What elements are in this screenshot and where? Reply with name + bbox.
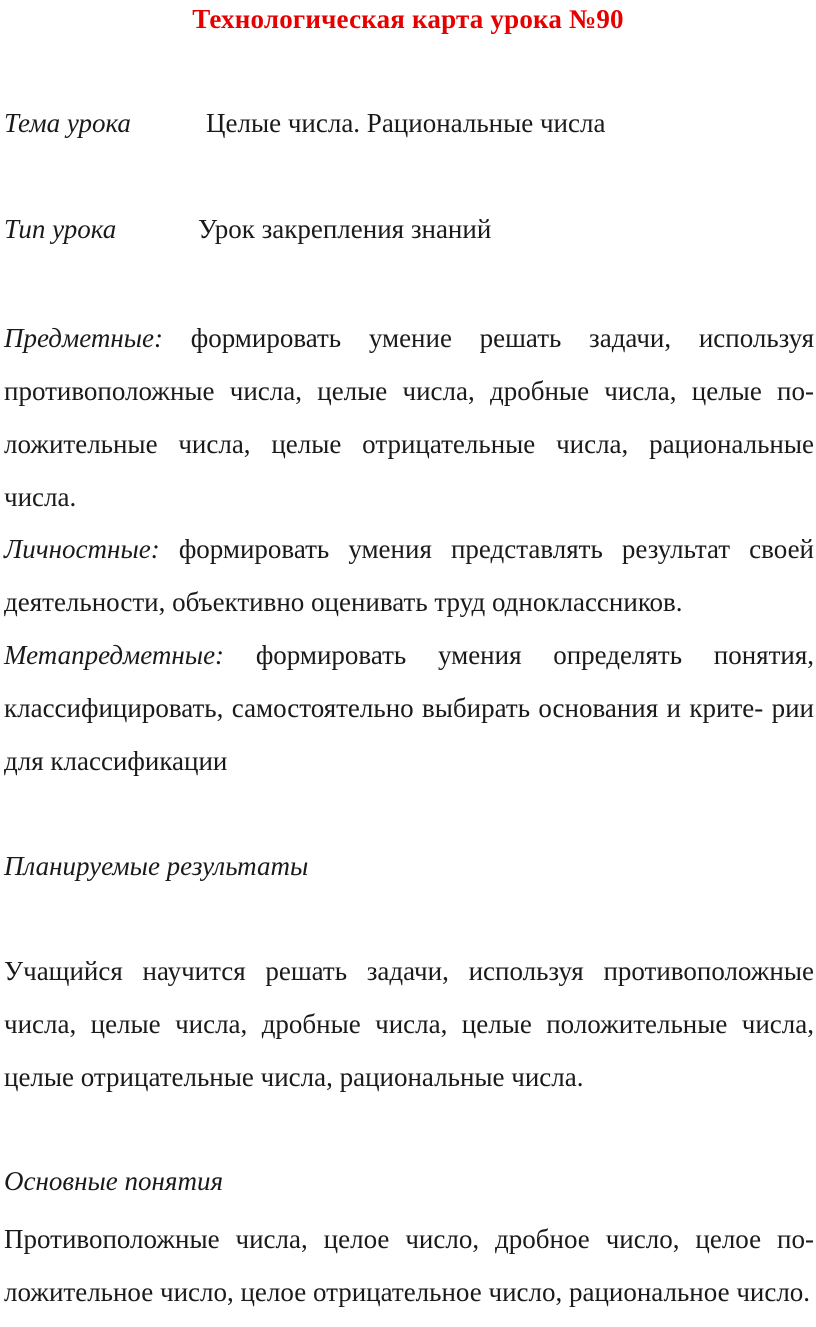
page-title: Технологическая карта урока №90 <box>192 4 624 34</box>
topic-label: Тема урока <box>4 108 131 138</box>
personal-goal-text: формировать умения представлять результат своей деятельности, объективно оценивать труд одноклассников. <box>4 534 814 617</box>
lesson-type-value: Урок закрепления знаний <box>198 214 492 244</box>
meta-goal-label: Метапредметные: <box>4 640 225 670</box>
topic-row <box>4 108 606 139</box>
topic-value: Целые числа. Рациональные числа <box>206 108 606 138</box>
meta-goal-text: формировать умения определять понятия, классифицировать, самостоятельно выбирать основания и крите- рии для классификации <box>4 640 815 776</box>
subject-goal-paragraph <box>4 312 814 524</box>
personal-goal-label: Личностные: <box>4 534 160 564</box>
subject-goal-label: Предметные: <box>4 323 163 353</box>
planned-results-text: Учащийся научится решать задачи, используя противоположные числа, целые числа, дробные числа, целые положительные числа, целые отрицательные числа, рациональные числа. <box>4 956 814 1092</box>
lesson-type-label: Тип урока <box>4 214 117 244</box>
subject-goal-text: формировать умение решать задачи, используя противоположные числа, целые числа, дробные числа, целые по-ложительные числа, целые отрицательные числа, рациональные числа. <box>4 323 814 512</box>
meta-goal-paragraph <box>4 629 814 788</box>
concepts-heading: Основные понятия <box>4 1166 224 1196</box>
planned-results-heading: Планируемые результаты <box>4 851 309 881</box>
personal-goal-paragraph <box>4 523 814 629</box>
lesson-type-row <box>4 214 492 245</box>
concepts-text: Противоположные числа, целое число, дробное число, целое по-ложительное число, целое отрицательное число, рациональное число. <box>4 1224 814 1307</box>
